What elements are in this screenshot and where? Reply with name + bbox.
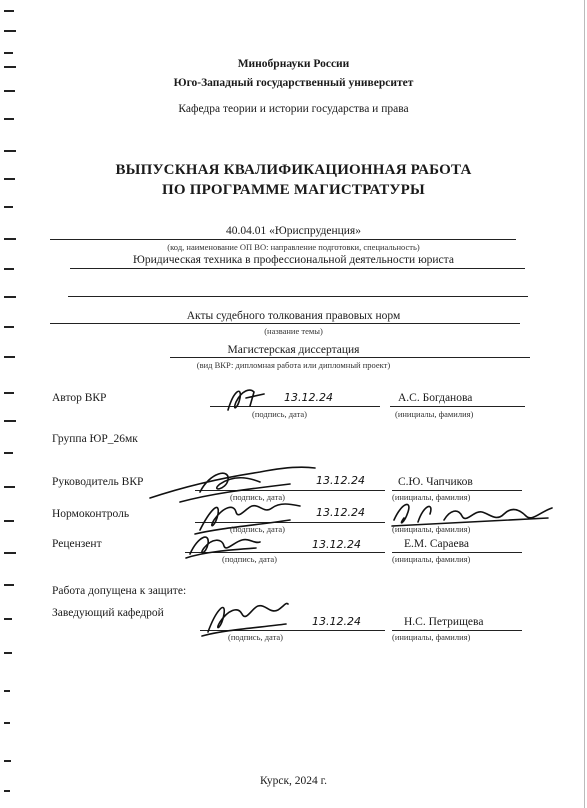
department: Кафедра теории и истории государства и права bbox=[178, 103, 409, 115]
title-line-2: ПО ПРОГРАММЕ МАГИСТРАТУРЫ bbox=[162, 182, 425, 198]
work-type-caption: (вид ВКР: дипломная работа или дипломный проект) bbox=[196, 360, 391, 370]
author-name-caption: (инициалы, фамилия) bbox=[395, 409, 474, 419]
program-code: 40.04.01 «Юриспруденция» bbox=[226, 225, 361, 237]
head-label: Заведующий кафедрой bbox=[52, 607, 164, 619]
normcontrol-label: Нормоконтроль bbox=[52, 508, 130, 520]
reviewer-date: 13.12.24 bbox=[312, 538, 361, 551]
scan-binding-marks bbox=[4, 0, 26, 808]
title-line-1: ВЫПУСКНАЯ КВАЛИФИКАЦИОННАЯ РАБОТА bbox=[115, 162, 472, 178]
scan-edge bbox=[584, 0, 585, 808]
reviewer-name: Е.М. Сараева bbox=[404, 538, 469, 550]
program-profile: Юридическая техника в профессиональной деятельности юриста bbox=[133, 254, 454, 266]
normcontrol-name-caption: (инициалы, фамилия) bbox=[392, 524, 471, 534]
reviewer-name-caption: (инициалы, фамилия) bbox=[392, 554, 471, 564]
author-sig-caption: (подпись, дата) bbox=[252, 409, 308, 419]
city-year: Курск, 2024 г. bbox=[260, 775, 327, 787]
author-name: А.С. Богданова bbox=[398, 392, 473, 404]
head-sig-caption: (подпись, дата) bbox=[228, 632, 284, 642]
author-date: 13.12.24 bbox=[284, 391, 333, 404]
supervisor-date: 13.12.24 bbox=[316, 474, 365, 487]
normcontrol-sig-caption: (подпись, дата) bbox=[230, 524, 286, 534]
group-label: Группа ЮР_26мк bbox=[52, 433, 138, 445]
normcontrol-date: 13.12.24 bbox=[316, 506, 365, 519]
supervisor-sig-caption: (подпись, дата) bbox=[230, 492, 286, 502]
head-name: Н.С. Петрищева bbox=[404, 616, 484, 628]
admission-label: Работа допущена к защите: bbox=[52, 585, 187, 597]
head-date: 13.12.24 bbox=[312, 615, 361, 628]
author-label: Автор ВКР bbox=[52, 392, 107, 404]
program-code-caption: (код, наименование ОП ВО: направление подготовки, специальность) bbox=[167, 242, 420, 252]
head-name-caption: (инициалы, фамилия) bbox=[392, 632, 471, 642]
reviewer-label: Рецензент bbox=[52, 538, 102, 550]
ministry: Минобрнауки России bbox=[237, 58, 350, 70]
supervisor-name-caption: (инициалы, фамилия) bbox=[392, 492, 471, 502]
topic: Акты судебного толкования правовых норм bbox=[186, 310, 401, 322]
university: Юго-Западный государственный университет bbox=[173, 77, 414, 89]
topic-caption: (название темы) bbox=[264, 326, 323, 336]
reviewer-sig-caption: (подпись, дата) bbox=[222, 554, 278, 564]
work-type: Магистерская диссертация bbox=[227, 344, 360, 356]
supervisor-label: Руководитель ВКР bbox=[52, 476, 144, 488]
supervisor-name: С.Ю. Чапчиков bbox=[398, 476, 473, 488]
